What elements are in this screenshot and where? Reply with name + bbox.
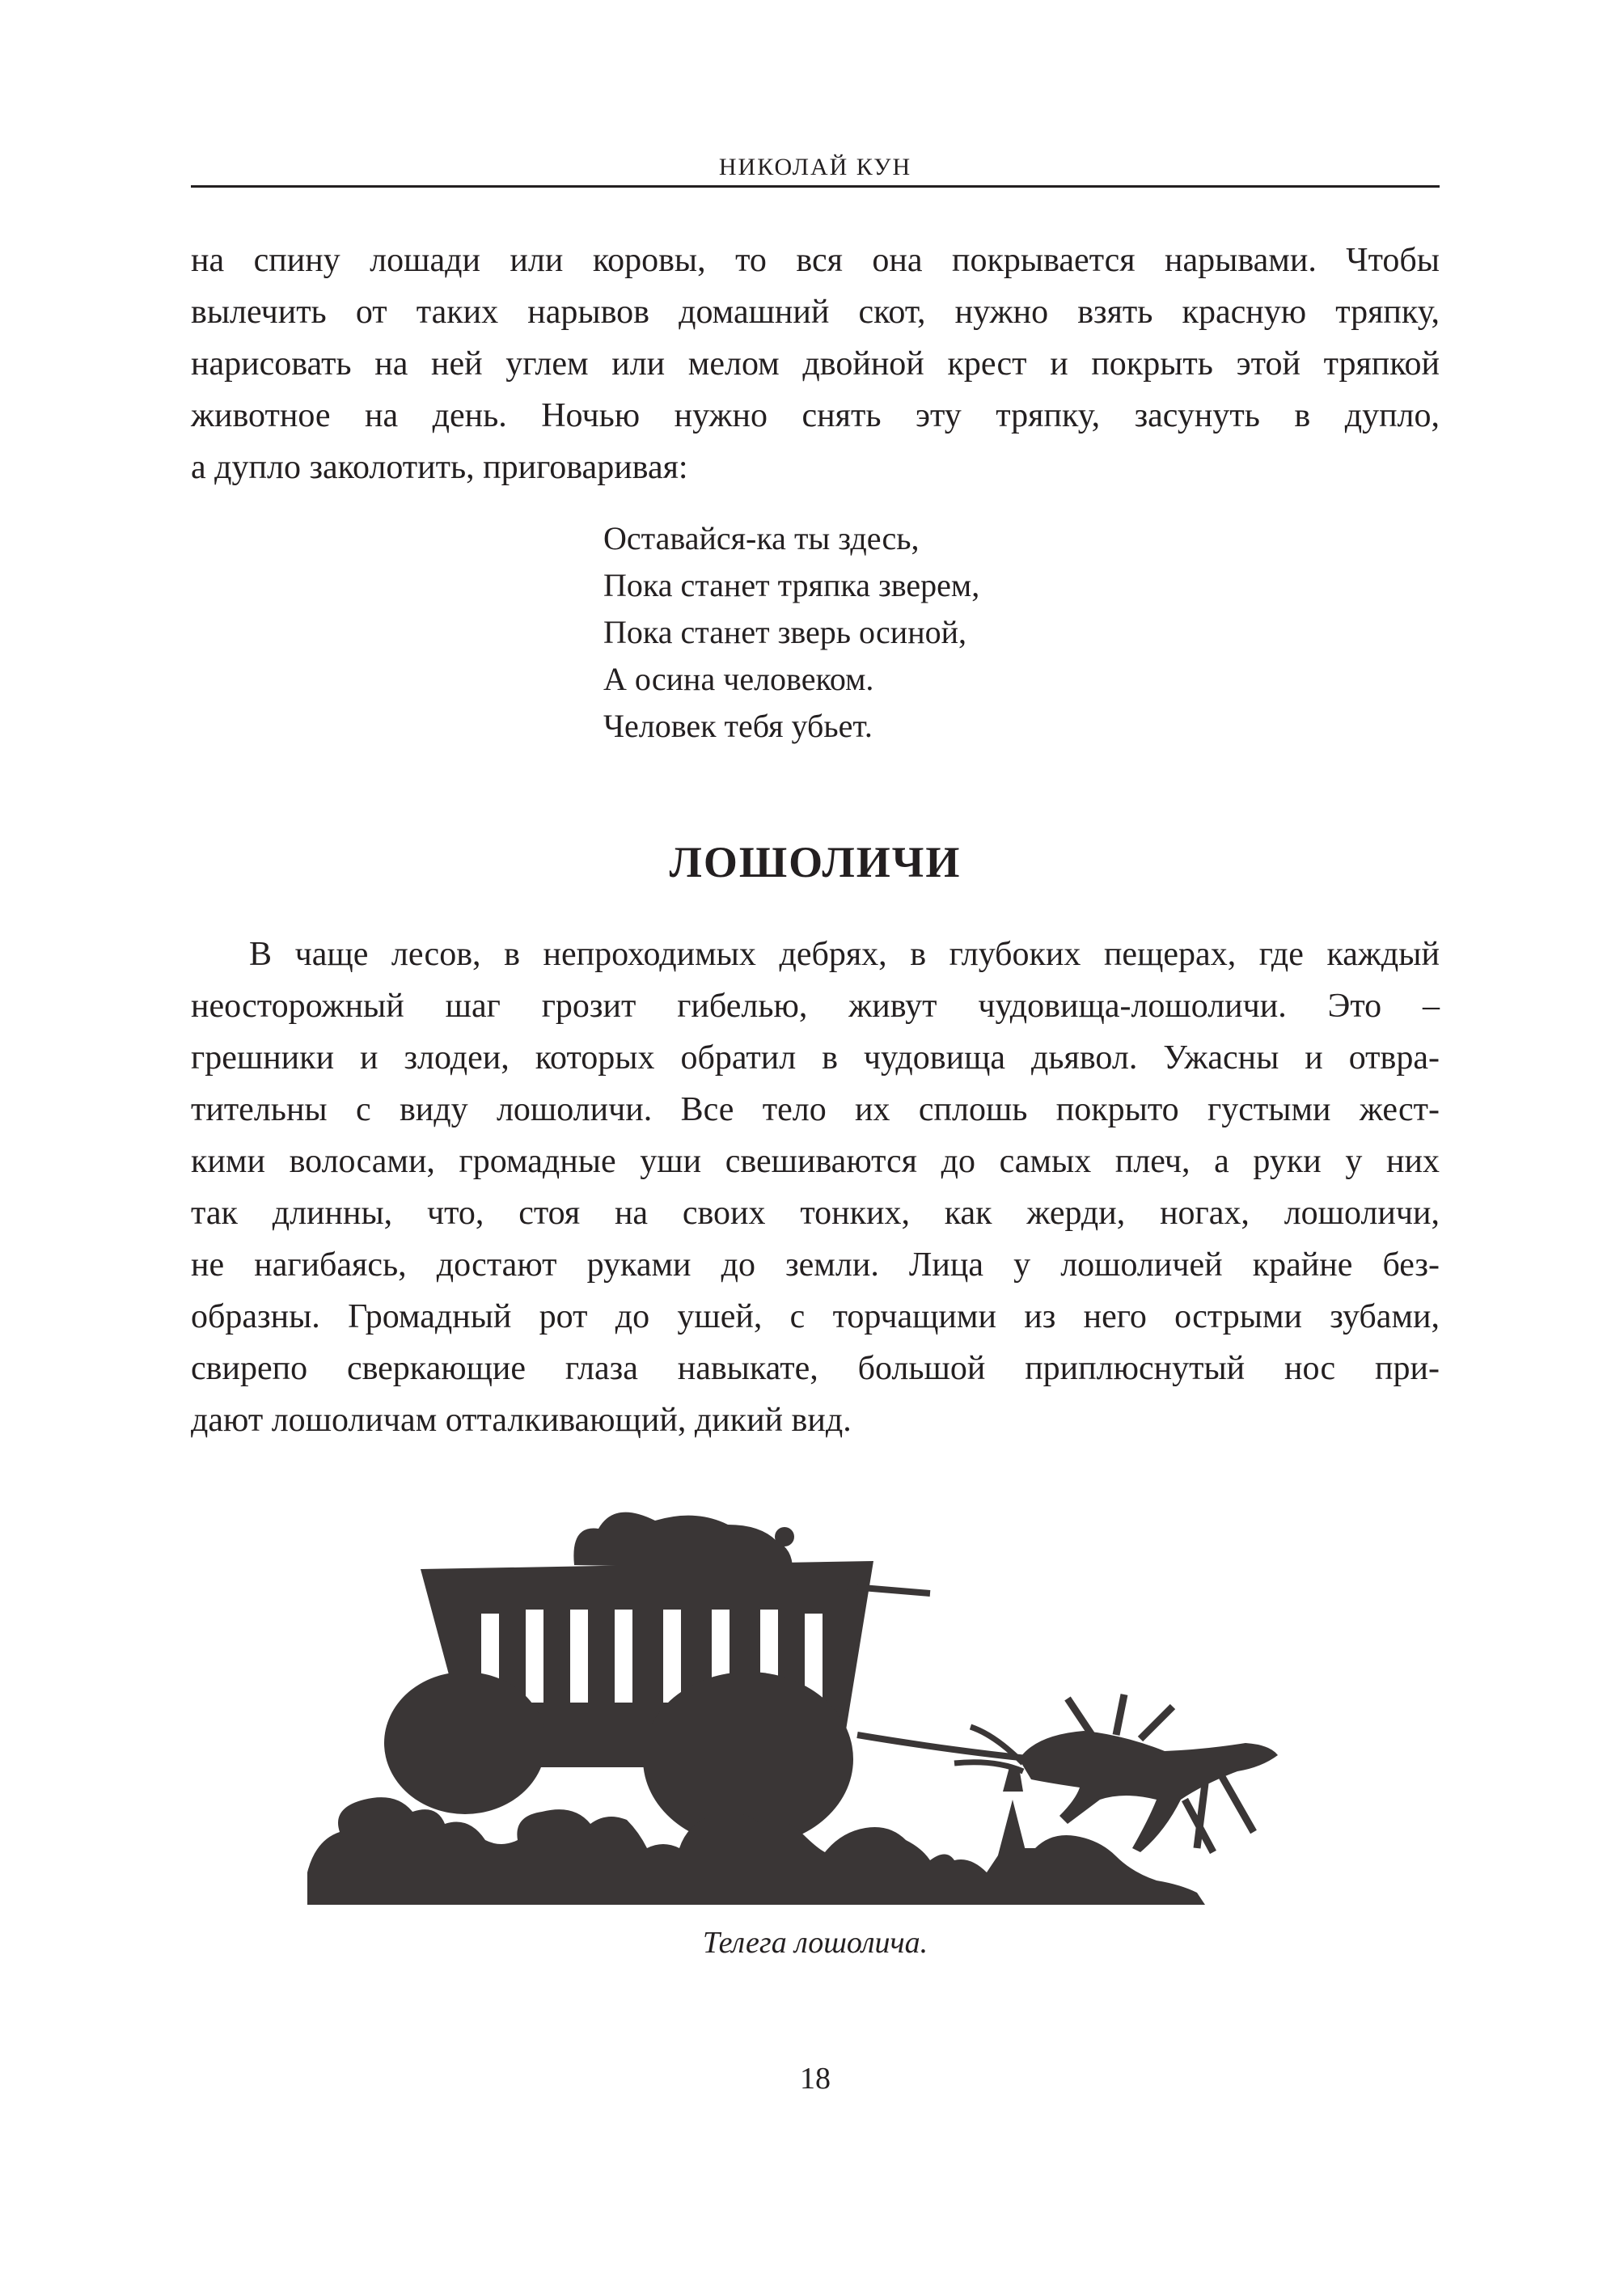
- poem-line: Оставайся-ка ты здесь,: [603, 520, 920, 556]
- intro-line: животное на день. Ночью нужно снять эту тряпку, засунуть в дупло,: [191, 397, 1440, 434]
- body-paragraph: [191, 929, 1440, 1446]
- intro-line: а дупло заколотить, приговаривая:: [191, 449, 688, 486]
- header-rule: [191, 185, 1440, 188]
- body-line: свирепо сверкающие глаза навыкате, большой приплюснутый нос при-: [191, 1350, 1440, 1387]
- body-line: образны. Громадный рот до ушей, с торчащими из него острыми зубами,: [191, 1298, 1440, 1335]
- cart-silhouette: [307, 1492, 1359, 1905]
- illustration-cart: [307, 1492, 1359, 1905]
- cart-cargo: [573, 1512, 793, 1569]
- body-line: неосторожный шаг грозит гибелью, живут чудовища-лошоличи. Это –: [191, 988, 1440, 1025]
- poem: [603, 515, 979, 750]
- body-line: В чаще лесов, в непроходимых дебрях, в глубоких пещерах, где каждый: [249, 936, 1440, 973]
- intro-line: вылечить от таких нарывов домашний скот, нужно взять красную тряпку,: [191, 294, 1440, 331]
- page-number: 18: [800, 2062, 831, 2096]
- poem-line: Пока станет тряпка зверем,: [603, 567, 980, 603]
- creature: [1019, 1731, 1278, 1852]
- body-line: так длинны, что, стоя на своих тонких, как жерди, ногах, лошоличи,: [191, 1195, 1440, 1232]
- section-heading: ЛОШОЛИЧИ: [669, 838, 962, 886]
- intro-paragraph: [191, 235, 1440, 493]
- body-line: кими волосами, громадные уши свешиваются до самых плеч, а руки у них: [191, 1143, 1440, 1180]
- running-head: НИКОЛАЙ КУН: [718, 154, 912, 180]
- body-line: тительны с виду лошоличи. Все тело их сплошь покрыто густыми жест-: [191, 1091, 1440, 1128]
- intro-line: на спину лошади или коровы, то вся она покрывается нарывами. Чтобы: [191, 242, 1440, 279]
- intro-line: нарисовать на ней углем или мелом двойной крест и покрыть этой тряпкой: [191, 345, 1440, 383]
- poem-line: А осина человеком.: [603, 661, 874, 697]
- body-line: дают лошоличам отталкивающий, дикий вид.: [191, 1402, 852, 1439]
- poem-line: Пока станет зверь осиной,: [603, 614, 967, 650]
- body-line: грешники и злодеи, которых обратил в чудовища дьявол. Ужасны и отвра-: [191, 1039, 1440, 1077]
- poem-line: Человек тебя убьет.: [603, 708, 873, 744]
- body-line: не нагибаясь, достают руками до земли. Лица у лошоличей крайне без-: [191, 1246, 1440, 1284]
- figure-caption: Телега лошолича.: [702, 1926, 928, 1960]
- cart-cargo-knob: [775, 1527, 794, 1546]
